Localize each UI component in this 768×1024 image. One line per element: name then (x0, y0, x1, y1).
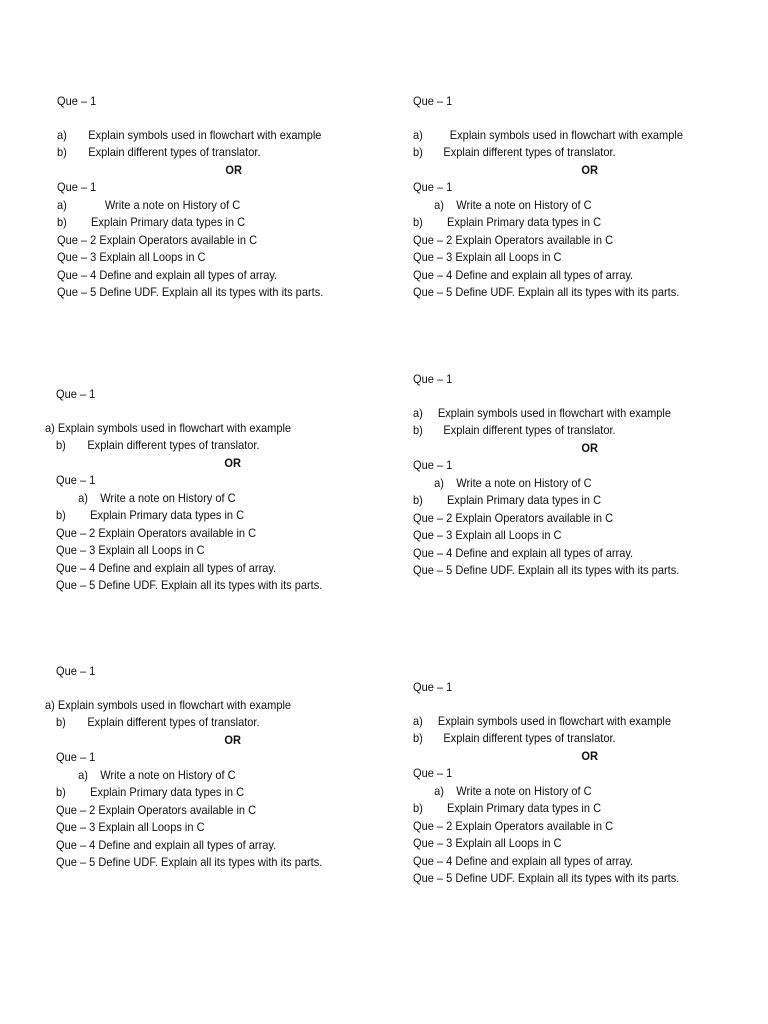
option-b-marker: b) (413, 731, 423, 745)
que-3: Que – 3 Explain all Loops in C (413, 528, 562, 542)
que-heading-alt: Que – 1 (413, 766, 453, 780)
alt-option-a-text: Write a note on History of C (456, 475, 592, 490)
option-a-line (413, 405, 717, 423)
option-a-marker: a) (413, 713, 423, 728)
option-b-text: Explain different types of translator. (87, 715, 260, 729)
option-a-marker: a) (413, 405, 423, 420)
alt-option-b-text: Explain Primary data types in C (447, 801, 602, 815)
que-3: Que – 3 Explain all Loops in C (413, 250, 562, 264)
option-a-marker: a) (413, 127, 423, 142)
option-a-line (45, 420, 349, 438)
question-block-bottom-left (45, 663, 349, 872)
que-2: Que – 2 Explain Operators available in C (413, 510, 614, 525)
or-line (57, 162, 361, 180)
alt-option-a-line (56, 490, 360, 508)
alt-option-b-marker: b) (57, 215, 67, 229)
option-b-marker: b) (413, 145, 423, 159)
alt-option-a-line (413, 783, 717, 801)
alt-option-a-text: Write a note on History of C (100, 490, 236, 505)
option-a-marker: a) (45, 697, 55, 712)
or-label: OR (225, 162, 242, 177)
alt-option-a-marker: a) (57, 197, 67, 212)
alt-option-a-marker: a) (434, 783, 444, 798)
que-2: Que – 2 Explain Operators available in C (56, 525, 257, 540)
alt-option-a-marker: a) (434, 475, 444, 490)
or-label: OR (581, 748, 598, 763)
or-line (413, 748, 717, 766)
alt-option-b-text: Explain Primary data types in C (90, 508, 245, 522)
or-label: OR (581, 162, 598, 177)
alt-option-a-text: Write a note on History of C (456, 783, 592, 798)
question-block-top-right (413, 93, 717, 302)
option-b-marker: b) (56, 438, 66, 452)
question-block-middle-right (413, 371, 717, 580)
alt-option-b-line (56, 784, 360, 802)
que-4: Que – 4 Define and explain all types of array. (413, 267, 634, 282)
alt-option-b-line (56, 507, 360, 525)
alt-option-a-line (413, 197, 717, 215)
option-b-marker: b) (413, 423, 423, 437)
que-heading: Que – 1 (56, 387, 96, 401)
option-b-line (413, 422, 717, 440)
option-b-marker: b) (57, 145, 67, 159)
option-b-text: Explain different types of translator. (87, 438, 260, 452)
alt-option-b-text: Explain Primary data types in C (447, 493, 602, 507)
option-a-line (57, 127, 361, 145)
que-5: Que – 5 Define UDF. Explain all its types with its parts. (413, 285, 680, 299)
option-b-text: Explain different types of translator. (88, 145, 261, 159)
option-a-text: Explain symbols used in flowchart with example (57, 697, 292, 712)
que-heading: Que – 1 (413, 94, 453, 108)
alt-option-a-line (56, 767, 360, 785)
que-5: Que – 5 Define UDF. Explain all its types with its parts. (413, 871, 680, 885)
que-5: Que – 5 Define UDF. Explain all its types with its parts. (56, 578, 323, 592)
or-line (413, 162, 717, 180)
option-a-marker: a) (57, 127, 67, 142)
option-b-text: Explain different types of translator. (443, 145, 616, 159)
option-a-text: Explain symbols used in flowchart with example (449, 127, 683, 142)
alt-option-b-text: Explain Primary data types in C (90, 785, 245, 799)
or-label: OR (224, 732, 241, 747)
que-2: Que – 2 Explain Operators available in C (56, 802, 257, 817)
alt-option-b-marker: b) (56, 508, 66, 522)
option-a-text: Explain symbols used in flowchart with example (57, 420, 292, 435)
que-heading-alt: Que – 1 (56, 473, 96, 487)
option-a-line (45, 697, 349, 715)
que-5: Que – 5 Define UDF. Explain all its types with its parts. (57, 285, 324, 299)
alt-option-a-line (413, 475, 717, 493)
option-a-text: Explain symbols used in flowchart with example (437, 405, 672, 420)
option-b-text: Explain different types of translator. (443, 423, 616, 437)
que-heading-alt: Que – 1 (413, 458, 453, 472)
question-block-top-left (57, 93, 361, 302)
option-a-line (413, 713, 717, 731)
que-4: Que – 4 Define and explain all types of array. (56, 837, 277, 852)
que-4: Que – 4 Define and explain all types of array. (413, 853, 634, 868)
or-label: OR (224, 455, 241, 470)
or-line (45, 732, 349, 750)
option-b-text: Explain different types of translator. (443, 731, 616, 745)
alt-option-a-marker: a) (78, 490, 88, 505)
option-b-marker: b) (56, 715, 66, 729)
alt-option-a-text: Write a note on History of C (456, 197, 592, 212)
que-4: Que – 4 Define and explain all types of array. (57, 267, 278, 282)
que-2: Que – 2 Explain Operators available in C (413, 818, 614, 833)
que-2: Que – 2 Explain Operators available in C (57, 232, 258, 247)
que-4: Que – 4 Define and explain all types of array. (413, 545, 634, 560)
alt-option-b-marker: b) (413, 215, 423, 229)
alt-option-b-marker: b) (413, 801, 423, 815)
que-heading: Que – 1 (413, 680, 453, 694)
alt-option-a-line (57, 197, 361, 215)
option-b-line (413, 730, 717, 748)
que-heading-alt: Que – 1 (57, 180, 97, 194)
option-b-line (57, 144, 361, 162)
que-5: Que – 5 Define UDF. Explain all its types with its parts. (413, 563, 680, 577)
question-block-bottom-right (413, 679, 717, 888)
alt-option-a-marker: a) (78, 767, 88, 782)
que-heading-alt: Que – 1 (413, 180, 453, 194)
alt-option-a-text: Write a note on History of C (104, 197, 241, 212)
alt-option-b-text: Explain Primary data types in C (447, 215, 602, 229)
question-block-middle-left (45, 386, 349, 595)
alt-option-b-line (57, 214, 361, 232)
que-2: Que – 2 Explain Operators available in C (413, 232, 614, 247)
or-label: OR (581, 440, 598, 455)
alt-option-a-marker: a) (434, 197, 444, 212)
alt-option-b-marker: b) (56, 785, 66, 799)
option-a-marker: a) (45, 420, 55, 435)
option-a-line (413, 127, 717, 145)
alt-option-a-text: Write a note on History of C (100, 767, 236, 782)
que-5: Que – 5 Define UDF. Explain all its types with its parts. (56, 855, 323, 869)
alt-option-b-line (413, 214, 717, 232)
que-3: Que – 3 Explain all Loops in C (57, 250, 206, 264)
que-3: Que – 3 Explain all Loops in C (56, 820, 205, 834)
alt-option-b-marker: b) (413, 493, 423, 507)
que-heading: Que – 1 (57, 94, 97, 108)
or-line (45, 455, 349, 473)
que-heading: Que – 1 (413, 372, 453, 386)
alt-option-b-text: Explain Primary data types in C (91, 215, 246, 229)
option-a-text: Explain symbols used in flowchart with example (88, 127, 322, 142)
alt-option-b-line (413, 492, 717, 510)
option-b-line (413, 144, 717, 162)
que-heading-alt: Que – 1 (56, 750, 96, 764)
alt-option-b-line (413, 800, 717, 818)
que-3: Que – 3 Explain all Loops in C (56, 543, 205, 557)
option-b-line (56, 714, 360, 732)
que-heading: Que – 1 (56, 664, 96, 678)
que-4: Que – 4 Define and explain all types of array. (56, 560, 277, 575)
or-line (413, 440, 717, 458)
option-b-line (56, 437, 360, 455)
que-3: Que – 3 Explain all Loops in C (413, 836, 562, 850)
option-a-text: Explain symbols used in flowchart with example (437, 713, 672, 728)
